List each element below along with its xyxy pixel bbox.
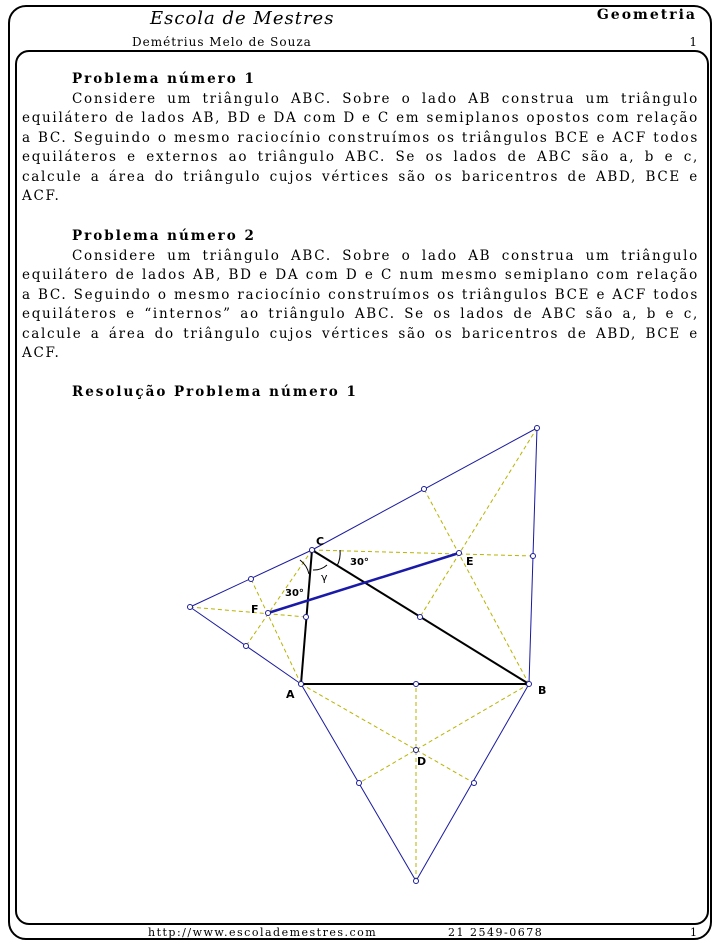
problem1-title: Problema número 1 (72, 71, 256, 87)
label-e: E (466, 555, 474, 568)
triangle-acf (190, 550, 312, 684)
footer-phone: 21 2549-0678 (448, 926, 544, 939)
footer-url[interactable]: http://www.escolademestres.com (148, 926, 378, 939)
median-lines (190, 428, 537, 881)
subject-title: Geometria (596, 7, 697, 23)
outer-triangles (190, 428, 537, 881)
label-d: D (417, 755, 427, 768)
triangle-bce (312, 428, 537, 684)
triangle-abd (301, 684, 529, 881)
page-number-top: 1 (689, 35, 697, 49)
triangle-abc (301, 550, 529, 684)
label-c: C (316, 535, 325, 548)
problem2-title: Problema número 2 (72, 228, 256, 244)
school-name: Escola de Mestres (150, 8, 335, 29)
problem1-text: Considere um triângulo ABC. Sobre o lado AB construa um triângulo equilátero de lados AB, BD e DA com D e C em semiplanos opostos com relação a BC. Seguindo o mesmo raciocínio construímos os triângulos BCE e ACF todos equiláteros e externos ao triângulo ABC. Se os lados de ABC são a, b e c, calcule a área do triângulo cujos vértices são os baricentros de ABD, BCE e ACF. (22, 91, 699, 205)
author-name: Demétrius Melo de Souza (132, 35, 312, 49)
label-f: F (251, 603, 259, 616)
page-number-bottom: 1 (690, 926, 697, 939)
points (188, 426, 540, 884)
label-gamma: γ (321, 571, 328, 584)
label-angle-f: 30° (285, 588, 304, 599)
problem2-text: Considere um triângulo ABC. Sobre o lado AB construa um triângulo equilátero de lados AB, BD e DA com D e C num mesmo semiplano com relação a BC. Seguindo o mesmo raciocínio construímos os triângulos BCE e ACF todos equiláteros e “internos” ao triângulo ABC. Se os lados de ABC são a, b e c, calcule a área do triângulo cujos vértices são os baricentros de ABD, BCE e ACF. (22, 248, 699, 362)
label-a: A (286, 688, 295, 701)
resolution-title: Resolução Problema número 1 (72, 384, 358, 400)
label-b: B (538, 684, 547, 697)
label-angle-c: 30° (350, 557, 369, 568)
